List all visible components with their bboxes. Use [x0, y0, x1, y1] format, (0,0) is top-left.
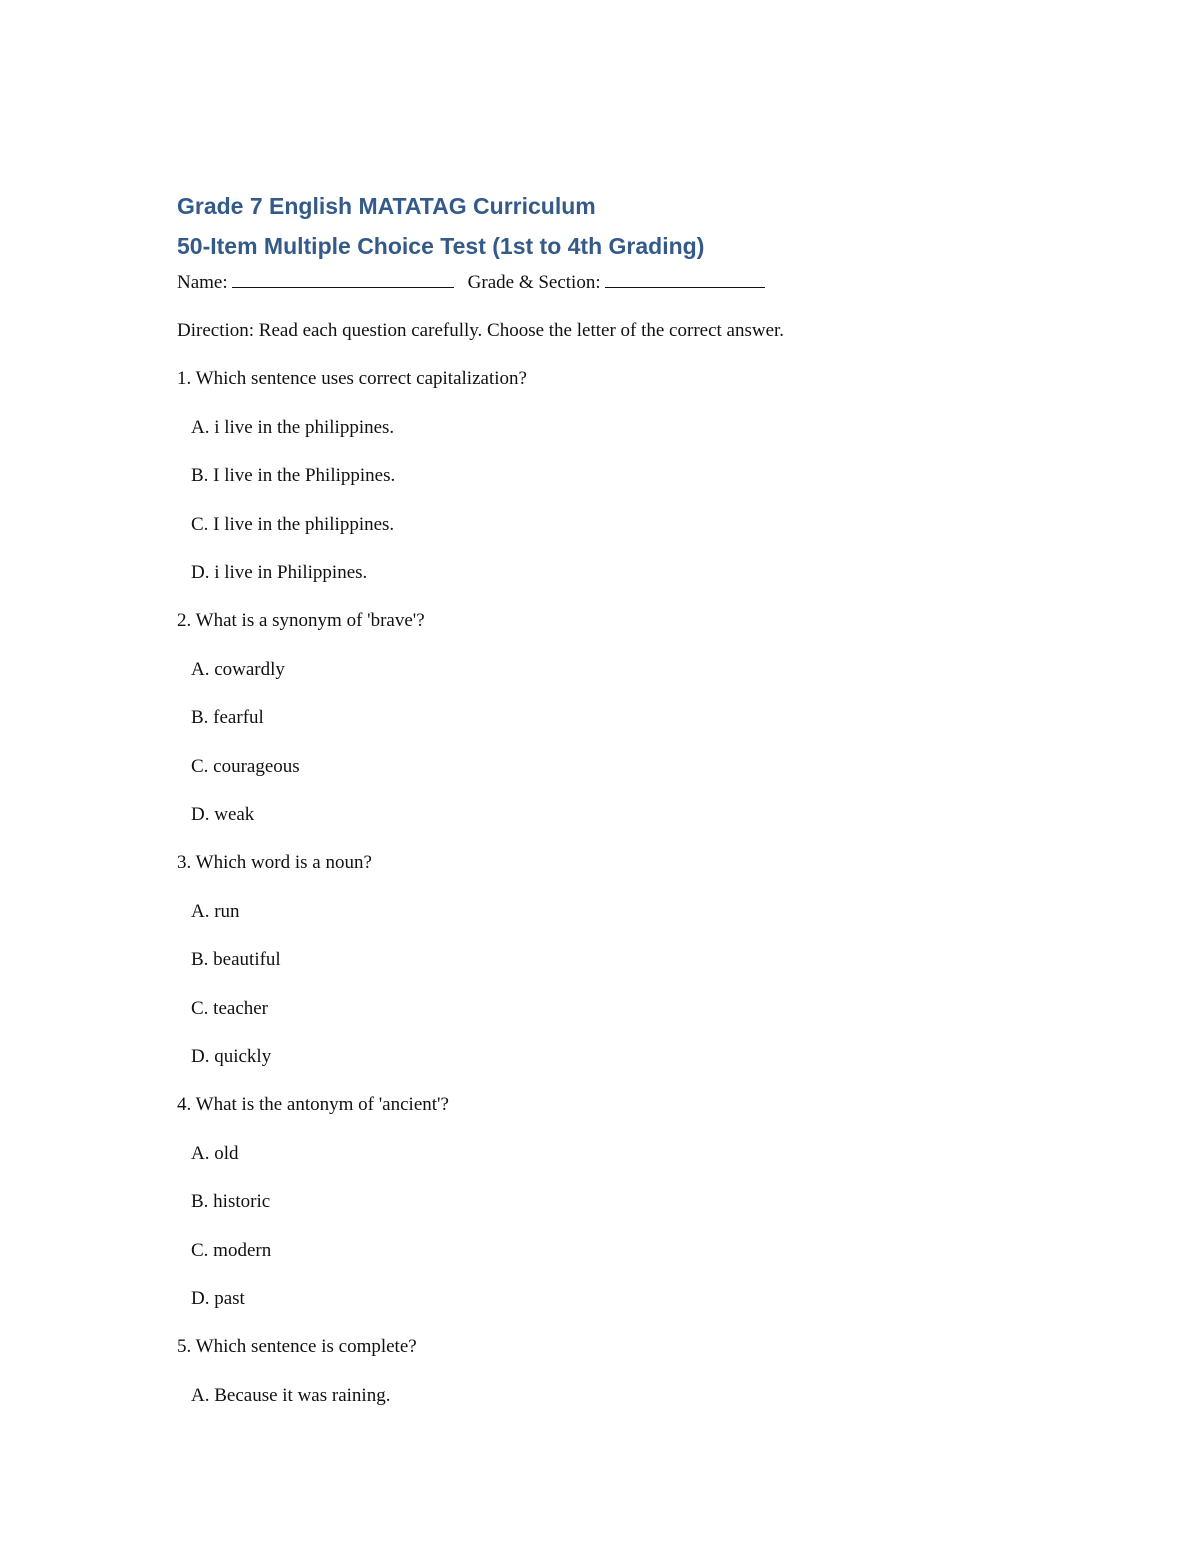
document-title: Grade 7 English MATATAG Curriculum [177, 193, 596, 219]
question-text: 1. Which sentence uses correct capitalization? [177, 368, 527, 389]
answer-option: B. fearful [191, 707, 264, 728]
answer-option: D. i live in Philippines. [191, 562, 368, 583]
question-block [177, 608, 1027, 828]
answer-option: A. Because it was raining. [191, 1384, 391, 1406]
document-content [177, 190, 1027, 1409]
question-text: 2. What is a synonym of 'brave'? [177, 610, 425, 631]
document-subtitle: 50-Item Multiple Choice Test (1st to 4th Grading) [177, 233, 705, 259]
question-text: 4. What is the antonym of 'ancient'? [177, 1094, 449, 1115]
question-block [177, 366, 1027, 586]
name-label: Name: [177, 272, 228, 293]
question-text: 3. Which word is a noun? [177, 852, 372, 873]
answer-option: B. historic [191, 1191, 271, 1212]
answer-option: B. beautiful [191, 949, 281, 970]
section-blank-line [605, 269, 765, 288]
answer-option: C. teacher [191, 997, 269, 1019]
answer-option: C. modern [191, 1239, 272, 1261]
answer-option: A. run [191, 900, 240, 922]
answer-option: D. quickly [191, 1046, 272, 1067]
answer-option: C. courageous [191, 755, 300, 777]
answer-option: D. weak [191, 804, 255, 825]
section-label: Grade & Section: [467, 272, 601, 293]
question-block [177, 1334, 1027, 1409]
name-blank-line [232, 269, 454, 288]
direction-text: Direction: Read each question carefully. Choose the letter of the correct answer. [177, 320, 785, 341]
question-block [177, 1092, 1027, 1312]
name-section-line [177, 269, 1027, 296]
answer-option: A. i live in the philippines. [191, 416, 395, 438]
question-text: 5. Which sentence is complete? [177, 1336, 417, 1357]
answer-option: C. I live in the philippines. [191, 513, 395, 535]
answer-option: A. cowardly [191, 658, 285, 680]
question-block [177, 850, 1027, 1070]
answer-option: A. old [191, 1142, 239, 1164]
answer-option: B. I live in the Philippines. [191, 465, 396, 486]
answer-option: D. past [191, 1288, 245, 1309]
